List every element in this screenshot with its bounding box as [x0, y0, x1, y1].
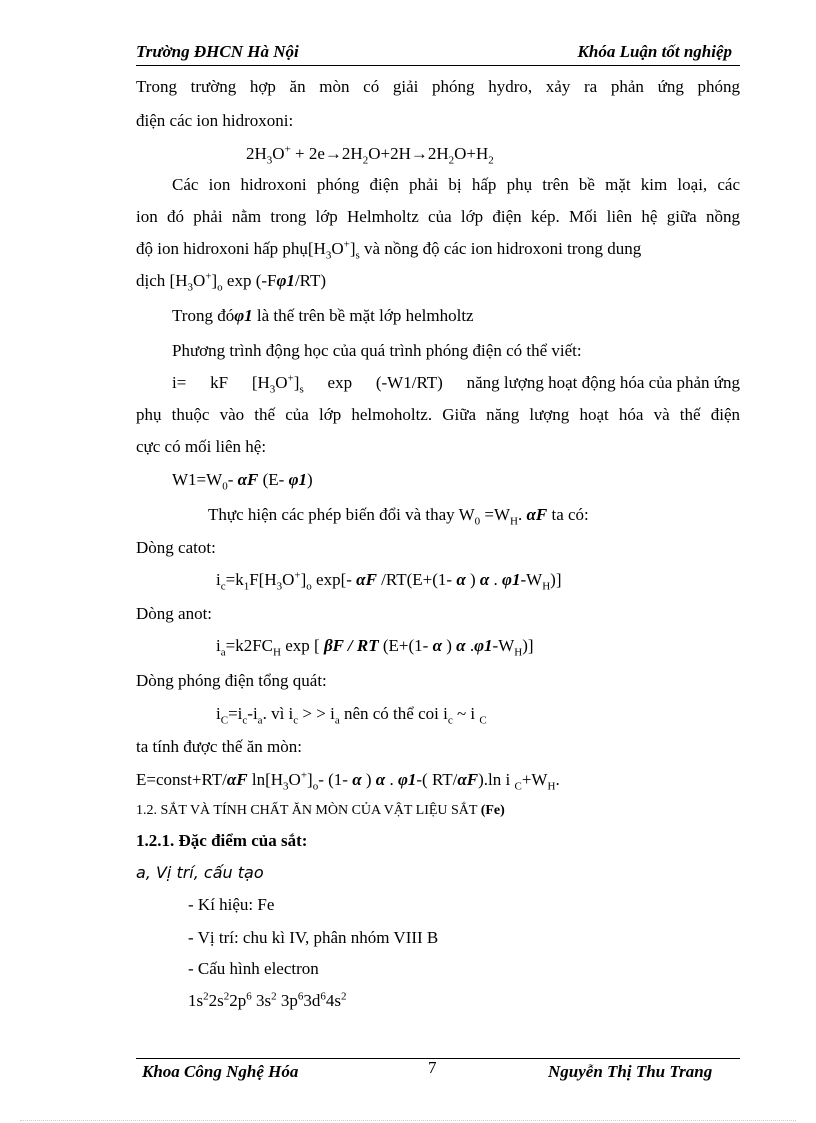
equation-w1: $W1=W_0-$ αF (E- φ1)	[172, 470, 313, 493]
paragraph-line: độ ion hidroxoni hấp $phụ[H_3O^+]_s$ và nồng độ các ion hidroxoni trong dung	[136, 238, 642, 262]
paragraph-line: Trong đóφ1 là thế trên bề mặt lớp helmholtz	[172, 306, 474, 325]
paragraph-line: Phương trình động học của quá trình phóng điện có thể viết:	[172, 341, 582, 360]
paragraph-line: ion đó phải nằm trong lớp Helmholtz của lớp điện kép. Mối liên hệ giữa nồng	[136, 207, 740, 226]
label-anode: Dòng anot:	[136, 604, 213, 623]
equation-hydrogen: $2H_3O^+ + 2e\to 2H_2O+2H\to 2H_2O+H_2$	[246, 143, 494, 167]
header-rule	[136, 65, 740, 66]
label-total: Dòng phóng điện tổng quát:	[136, 671, 327, 690]
equation-anode: $i_a=k2FC_H$ exp [ βF / RT (E+(1- α ) α $.\varphi 1-W_H$)]	[216, 636, 534, 659]
footer-rule	[136, 1058, 740, 1059]
equation-cathode: $i_c=k_1F[H_3O^+]_o$ exp[- αF /RT(E+(1- α ) α . $\varphi 1-W_H$)]	[216, 569, 562, 593]
electron-configuration: $1s^22s^22p^6$ $3s^2$ $3p^63d^64s^2$	[188, 990, 347, 1010]
paragraph-line: điện các ion hidroxoni:	[136, 111, 294, 130]
paragraph-line: phụ thuộc vào thế của lớp helmoholtz. Giữa năng lượng hoạt hóa và thế điện	[136, 405, 740, 424]
section-heading-1-2-1: 1.2.1. Đặc điểm của sắt:	[136, 831, 308, 850]
section-heading-1-2: 1.2. SẮT VÀ TÍNH CHẤT ĂN MÒN CỦA VẬT LIỆU SẮT (Fe)	[136, 803, 505, 818]
subsection-a: a, Vị trí, cấu tạo	[136, 863, 264, 882]
label-corrosion: ta tính được thế ăn mòn:	[136, 737, 302, 756]
paragraph-line: i= kF $[H_3O^+]_s$ exp (-W1/RT) năng lượng hoạt động hóa của phản ứng	[172, 372, 740, 396]
paragraph-line: Các ion hidroxoni phóng điện phải bị hấp phụ trên bề mặt kim loại, các	[172, 175, 740, 194]
label-cathode: Dòng catot:	[136, 538, 216, 557]
paragraph-line: dịch $[H_3O^+]_o$ exp (-Fφ1/RT)	[136, 270, 327, 294]
list-item: - Kí hiệu: Fe	[188, 895, 275, 914]
page-number: 7	[428, 1058, 437, 1077]
footer-faculty: Khoa Công Nghệ Hóa	[142, 1062, 299, 1081]
paragraph-line: Trong trường hợp ăn mòn có giải phóng hydro, xảy ra phản ứng phóng	[136, 77, 740, 96]
paragraph-line: cực có mối liên hệ:	[136, 437, 267, 456]
header-school: Trường ĐHCN Hà Nội	[136, 42, 299, 61]
page-header	[136, 42, 740, 66]
footer-author: Nguyễn Thị Thu Trang	[548, 1062, 713, 1081]
equation-total: $i_C=i_c-i_a$. vì $i_c$ > > $i_a$ nên có thể coi $i_c$ ~ i $_C$	[216, 704, 487, 727]
header-thesis: Khóa Luận tốt nghiệp	[577, 42, 732, 61]
list-item: - Cấu hình electron	[188, 959, 319, 978]
paragraph-line: Thực hiện các phép biến đổi và thay $W_0 =W_H$. αF ta có:	[208, 505, 589, 528]
equation-corrosion-potential: E=const+RT/αF $\ln[H_3O^+]_o-$ (1- α ) α . φ1-( RT/αF).ln i $_C+W_H$.	[136, 769, 560, 793]
list-item: - Vị trí: chu kì IV, phân nhóm VIII B	[188, 928, 439, 947]
page-edge-dotted-line	[20, 1120, 796, 1121]
